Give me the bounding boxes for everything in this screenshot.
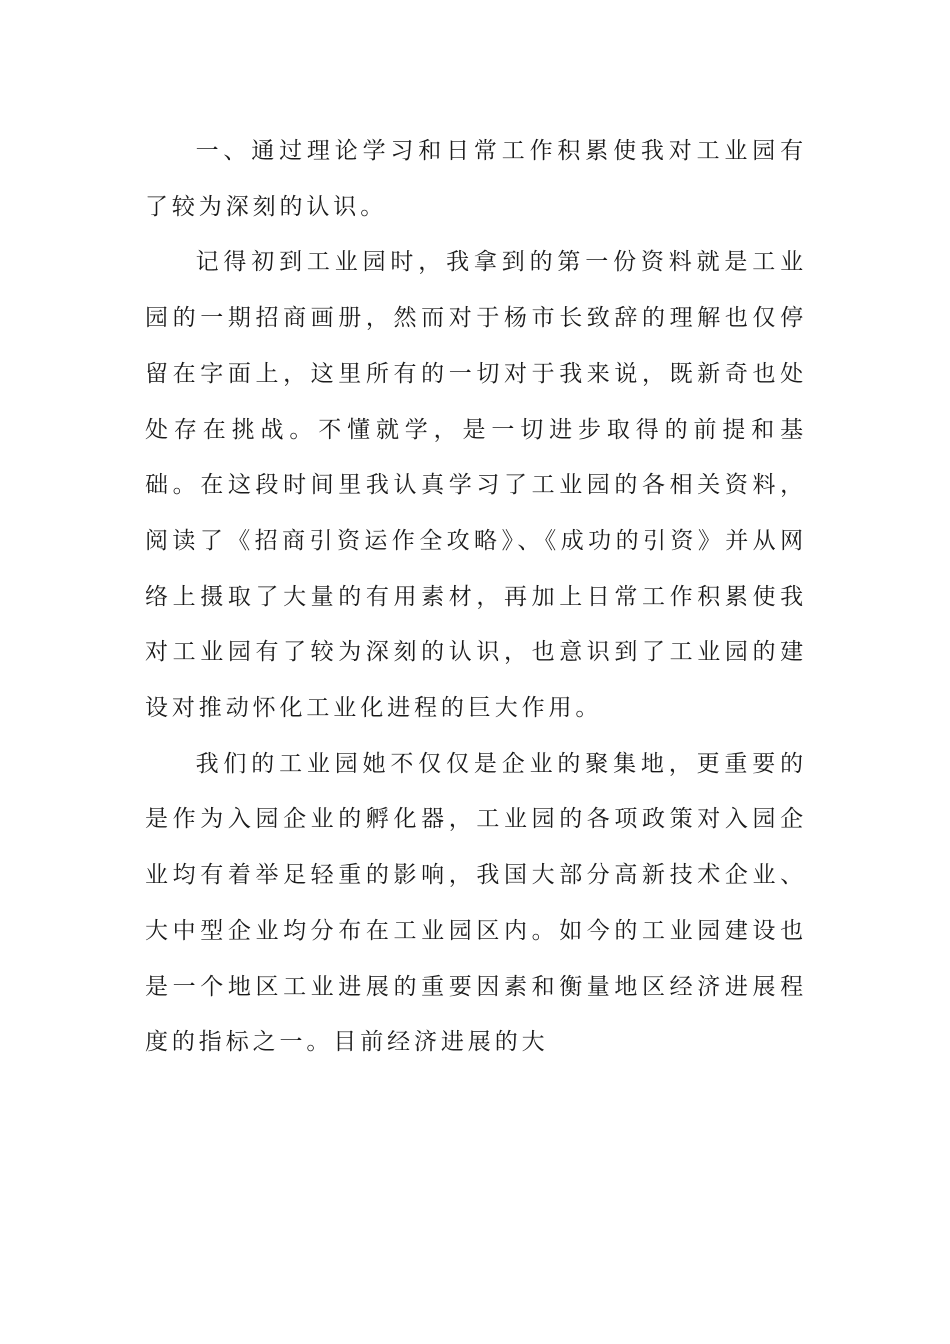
paragraph-2: 记得初到工业园时，我拿到的第一份资料就是工业园的一期招商画册，然而对于杨市长致辞的理解也仅停留在字面上，这里所有的一切对于我来说，既新奇也处处存在挑战。不懂就学，是一切进步取得的前提和基础。在这段时间里我认真学习了工业园的各相关资料，阅读了《招商引资运作全攻略》、《成功的引资》并从网络上摄取了大量的有用素材，再加上日常工作积累使我对工业园有了较为深刻的认识，也意识到了工业园的建设对推动怀化工业化进程的巨大作用。	[145, 249, 807, 722]
document-body	[145, 124, 807, 1071]
paragraph-3: 我们的工业园她不仅仅是企业的聚集地，更重要的是作为入园企业的孵化器，工业园的各项政策对入园企业均有着举足轻重的影响，我国大部分高新技术企业、大中型企业均分布在工业园区内。如今的工业园建设也是一个地区工业进展的重要因素和衡量地区经济进展程度的指标之一。目前经济进展的大	[145, 750, 807, 1056]
paragraph-1: 一、通过理论学习和日常工作积累使我对工业园有了较为深刻的认识。	[145, 138, 807, 220]
